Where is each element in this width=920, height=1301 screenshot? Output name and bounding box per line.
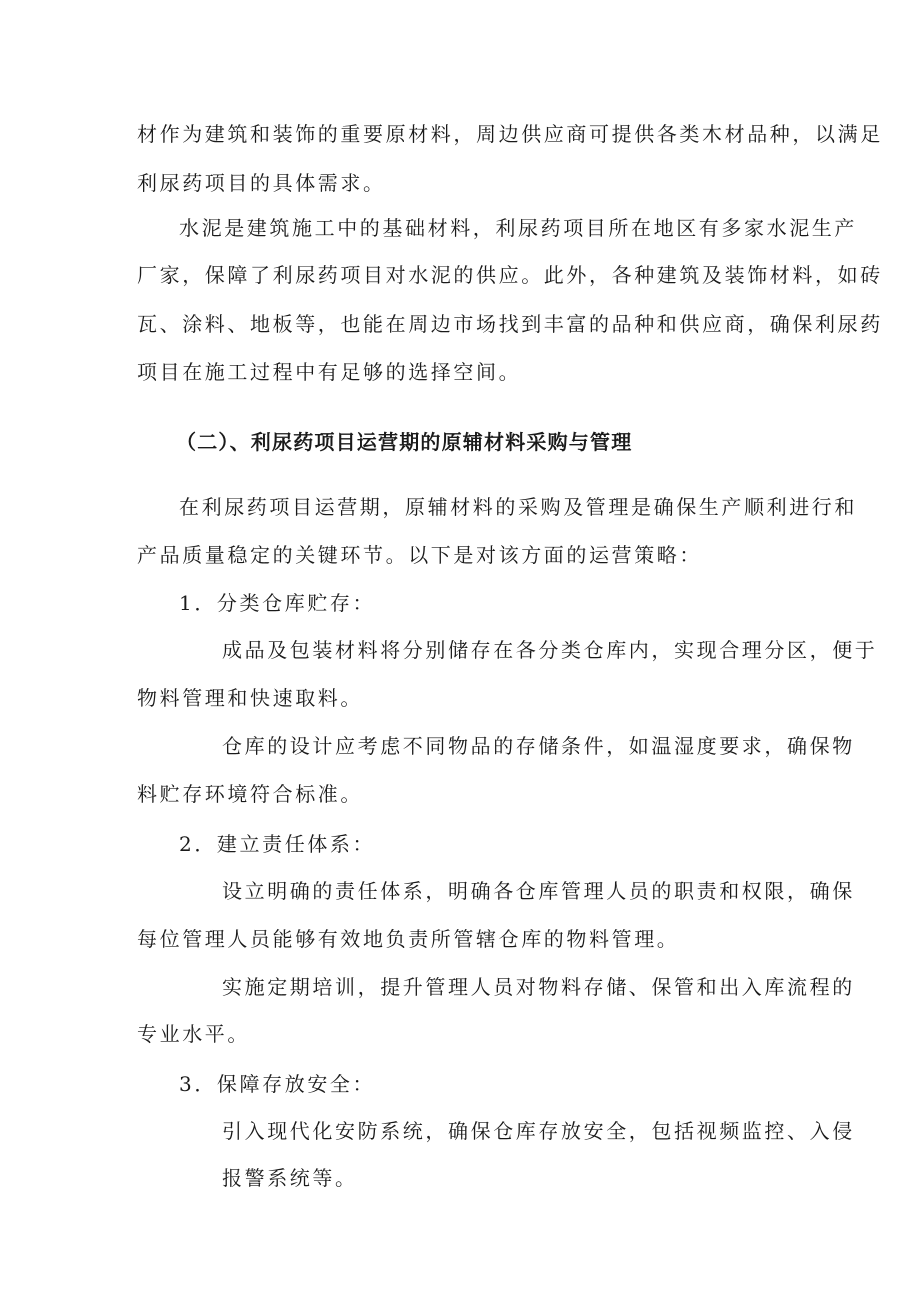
item2-p2-line2: 专业水平。 <box>137 1022 250 1046</box>
para3-line1: 在利尿药项目运营期，原辅材料的采购及管理是确保生产顺利进行和 <box>179 495 857 519</box>
para3-line2: 产品质量稳定的关键环节。以下是对该方面的运营策略： <box>137 543 702 567</box>
para2-line4: 项目在施工过程中有足够的选择空间。 <box>137 360 522 384</box>
item2-title: 2．建立责任体系： <box>179 832 376 856</box>
item2-p1-line2: 每位管理人员能够有效地负责所管辖仓库的物料管理。 <box>137 927 680 951</box>
para1-line2: 利尿药项目的具体需求。 <box>137 171 386 195</box>
item2-p2-line1: 实施定期培训，提升管理人员对物料存储、保管和出入库流程的 <box>222 975 855 999</box>
item1-title: 1．分类仓库贮存： <box>179 591 376 615</box>
item1-p1-line1: 成品及包装材料将分别储存在各分类仓库内，实现合理分区，便于 <box>222 638 878 662</box>
section-heading: （二）、利尿药项目运营期的原辅材料采购与管理 <box>176 430 633 454</box>
item1-p1-line2: 物料管理和快速取料。 <box>137 686 363 710</box>
item1-p2-line1: 仓库的设计应考虑不同物品的存储条件，如温湿度要求，确保物 <box>222 734 855 758</box>
para2-line1: 水泥是建筑施工中的基础材料，利尿药项目所在地区有多家水泥生产 <box>179 216 857 240</box>
item3-p1-line1: 引入现代化安防系统，确保仓库存放安全，包括视频监控、入侵 <box>222 1119 855 1143</box>
item2-p1-line1: 设立明确的责任体系，明确各仓库管理人员的职责和权限，确保 <box>222 879 855 903</box>
para2-line2: 厂家，保障了利尿药项目对水泥的供应。此外，各种建筑及装饰材料，如砖 <box>137 263 883 287</box>
para1-line1: 材作为建筑和装饰的重要原材料，周边供应商可提供各类木材品种，以满足 <box>137 122 883 146</box>
item3-title: 3．保障存放安全： <box>179 1072 376 1096</box>
para2-line3: 瓦、涂料、地板等，也能在周边市场找到丰富的品种和供应商，确保利尿药 <box>137 312 883 336</box>
item3-p1-line2: 报警系统等。 <box>222 1166 358 1190</box>
item1-p2-line2: 料贮存环境符合标准。 <box>137 782 363 806</box>
